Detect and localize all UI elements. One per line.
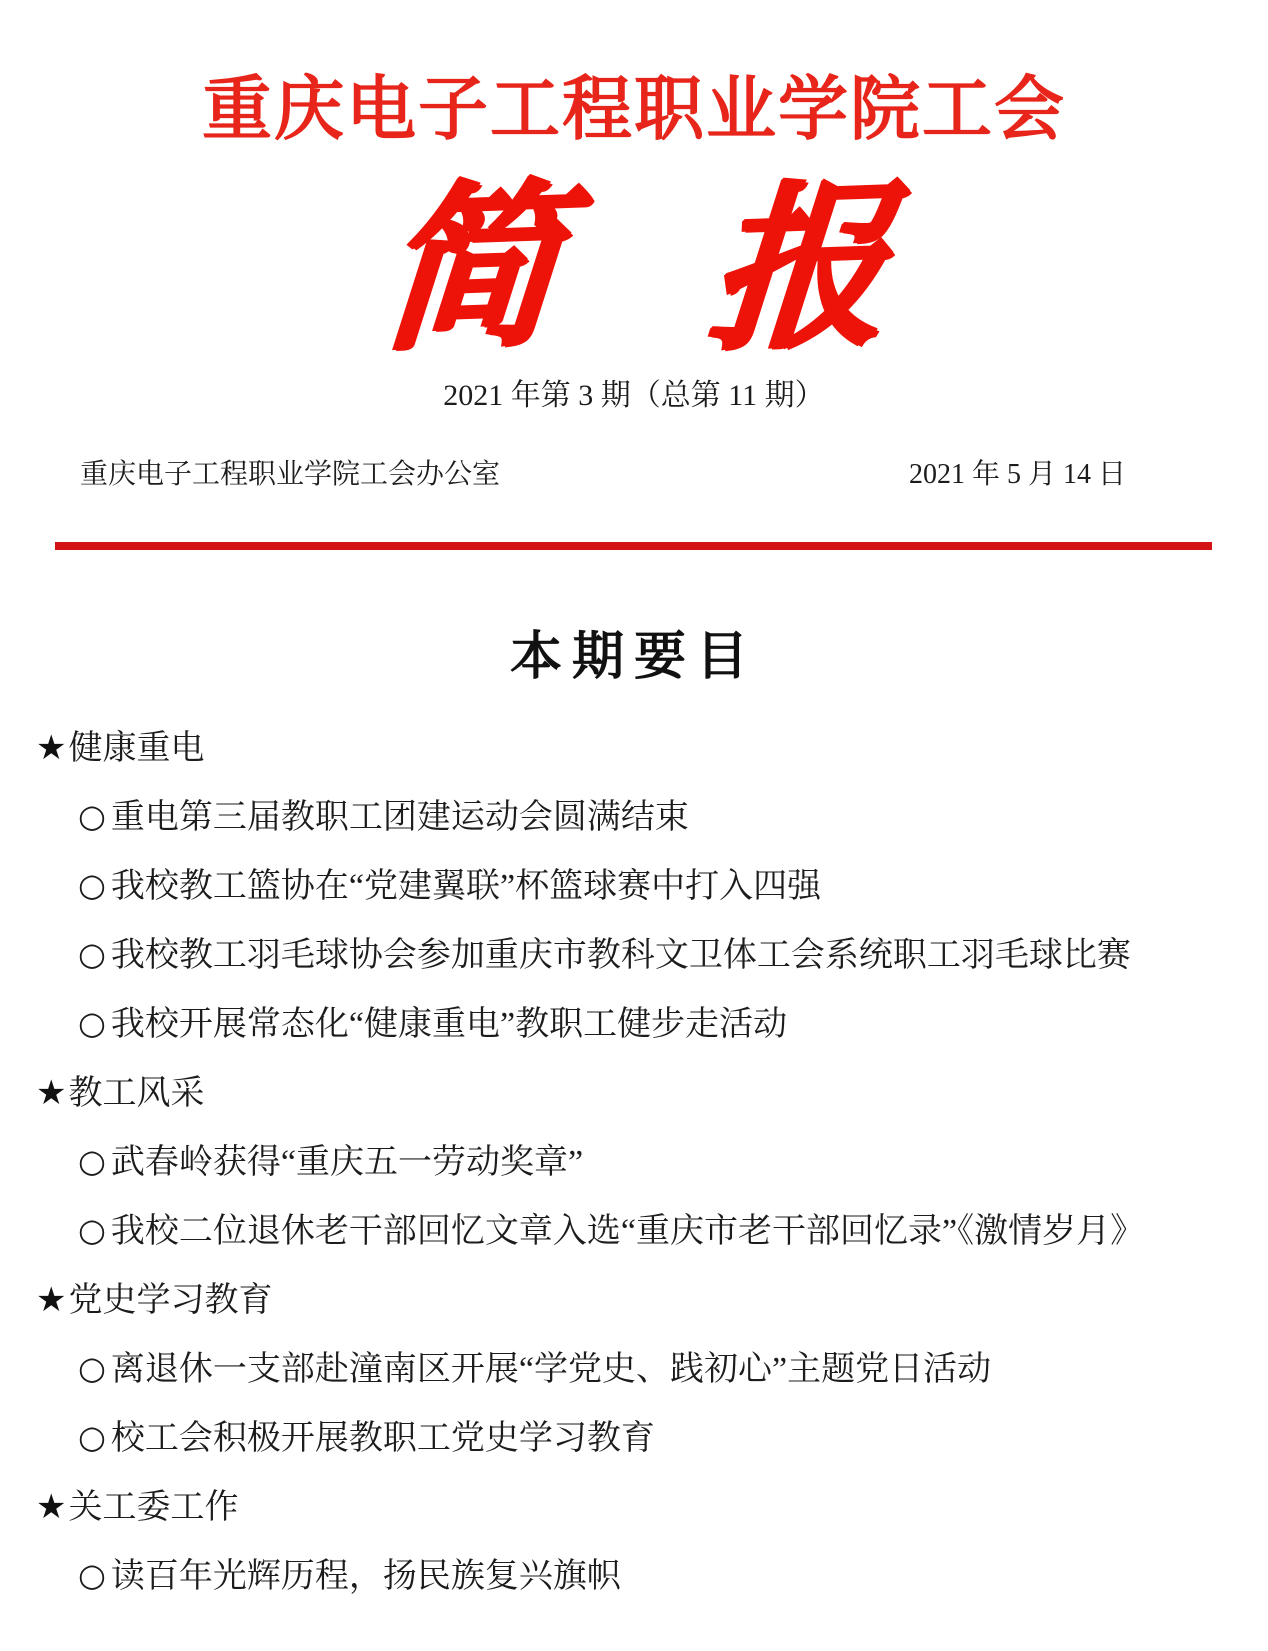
- toc-list: [0, 728, 1268, 1597]
- toc-item: [0, 1556, 1268, 1597]
- toc-section-label: 健康重电: [68, 730, 205, 767]
- issue-line: 2021 年第 3 期（总第 11 期）: [443, 379, 825, 412]
- star-icon: ★: [36, 1280, 67, 1320]
- toc-section-header: [0, 1073, 1268, 1114]
- masthead-char-bao: 报: [701, 159, 895, 376]
- toc-item: [0, 1142, 1268, 1183]
- toc-item-text: 我校二位退休老干部回忆文章入选“重庆市老干部回忆录”《激情岁月》: [110, 1213, 1145, 1250]
- toc-item: [0, 797, 1268, 838]
- toc-section-label: 关工委工作: [68, 1489, 239, 1526]
- circle-icon: ○: [78, 1556, 106, 1594]
- star-icon: ★: [36, 728, 67, 768]
- toc-item: [0, 1004, 1268, 1045]
- toc-item-text: 我校教工羽毛球协会参加重庆市教科文卫体工会系统职工羽毛球比赛: [110, 937, 1131, 974]
- toc-title: 本期要目: [509, 628, 758, 686]
- toc-section-header: [0, 728, 1268, 769]
- circle-icon: ○: [78, 1211, 106, 1249]
- circle-icon: ○: [78, 797, 106, 835]
- toc-item-text: 校工会积极开展教职工党史学习教育: [110, 1420, 655, 1457]
- toc-item: [0, 866, 1268, 907]
- star-icon: ★: [36, 1487, 67, 1527]
- toc-section-label: 教工风采: [68, 1075, 205, 1112]
- toc-item-text: 我校教工篮协在“党建翼联”杯篮球赛中打入四强: [110, 868, 822, 905]
- masthead-char-jian: 简: [373, 159, 567, 376]
- circle-icon: ○: [78, 1349, 106, 1387]
- star-icon: ★: [36, 1073, 67, 1113]
- byline-row: [0, 458, 1268, 492]
- circle-icon: ○: [78, 1418, 106, 1456]
- toc-item-text: 武春岭获得“重庆五一劳动奖章”: [110, 1144, 584, 1181]
- toc-section-header: [0, 1487, 1268, 1528]
- circle-icon: ○: [78, 935, 106, 973]
- toc-item-text: 读百年光辉历程，扬民族复兴旗帜: [110, 1558, 621, 1595]
- toc-item-text: 离退休一支部赴潼南区开展“学党史、践初心”主题党日活动: [110, 1351, 992, 1388]
- red-rule-divider: [55, 542, 1212, 550]
- toc-section-header: [0, 1280, 1268, 1321]
- issue-date: 2021 年 5 月 14 日: [908, 459, 1126, 490]
- toc-section-label: 党史学习教育: [68, 1282, 273, 1319]
- office-name: 重庆电子工程职业学院工会办公室: [80, 459, 501, 490]
- toc-item-text: 我校开展常态化“健康重电”教职工健步走活动: [110, 1006, 788, 1043]
- org-title: 重庆电子工程职业学院工会: [202, 70, 1066, 148]
- masthead: [0, 159, 1268, 376]
- toc-item: [0, 1349, 1268, 1390]
- circle-icon: ○: [78, 866, 106, 904]
- circle-icon: ○: [78, 1142, 106, 1180]
- toc-item: [0, 1418, 1268, 1459]
- toc-item-text: 重电第三届教职工团建运动会圆满结束: [110, 799, 689, 836]
- toc-item: [0, 935, 1268, 976]
- toc-item: [0, 1211, 1268, 1252]
- circle-icon: ○: [78, 1004, 106, 1042]
